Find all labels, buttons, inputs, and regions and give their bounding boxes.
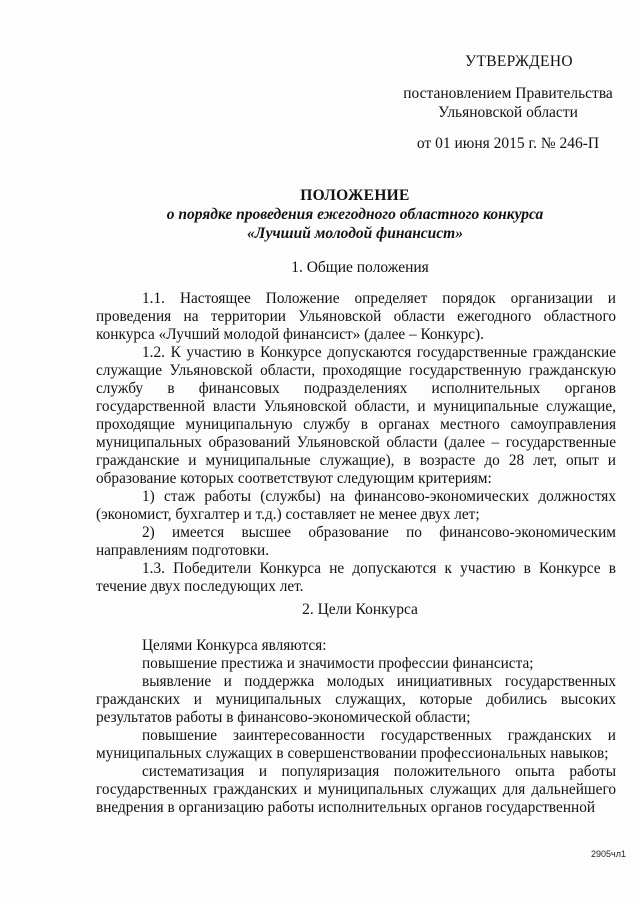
goal-2: выявление и поддержка молодых инициативных государственных гражданских и муниципальных служащих, которые добились высоких результатов работы в финансово-экономической области; [96,673,616,726]
criterion-2: 2) имеется высшее образование по финансово-экономическим направлениям подготовки. [96,524,616,559]
document-title [90,186,620,243]
section-2-body [96,637,616,817]
title-subtitle-1: о порядке проведения ежегодного областного конкурса [166,206,544,223]
title-main: ПОЛОЖЕНИЕ [300,187,410,204]
approval-line-1: постановлением Правительства [403,85,613,102]
approval-stamp: УТВЕРЖДЕНО [465,53,573,70]
goal-1: повышение престижа и значимости профессии финансиста; [142,655,534,672]
goal-4: систематизация и популяризация положительного опыта работы государственных гражданских и муниципальных служащих для дальнейшего внедрения в организацию работы исполнительных органов государственной [96,763,616,816]
paragraph-1-1: 1.1. Настоящее Положение определяет порядок организации и проведения на территории Ульяновской области ежегодного областного конкурса «Лучший молодой финансист» (далее – Конкурс). [96,290,616,343]
goal-3: повышение заинтересованности государственных гражданских и муниципальных служащих в совершенствовании профессиональных навыков; [96,727,616,762]
section-1-heading: 1. Общие положения [291,259,429,276]
paragraph-1-2: 1.2. К участию в Конкурсе допускаются государственные гражданские служащие Ульяновской области, проходящие государственную гражданскую службу в финансовых подразделениях исполнительных органов государственной власти Ульяновской области, и муниципальные служащие, проходящие муниципальную службу в органах местного самоуправления муниципальных образований Ульяновской области (далее – государственные гражданские и муниципальные служащие), в возрасте до 28 лет, опыт и образование которых соответствуют следующим критериям: [96,344,616,487]
document-code: 2905чл1 [591,849,626,859]
criterion-1: 1) стаж работы (службы) на финансово-экономических должностях (экономист, бухгалтер и т.д.) составляет не менее двух лет; [96,488,616,523]
paragraph-1-3: 1.3. Победители Конкурса не допускаются к участию в Конкурсе в течение двух последующих лет. [96,560,616,595]
approval-line-2: Ульяновской области [438,104,578,121]
title-subtitle-2: «Лучший молодой финансист» [246,225,463,242]
approval-date: от 01 июня 2015 г. № 246-П [416,135,600,152]
goals-intro: Целями Конкурса являются: [142,637,327,654]
approval-block [400,52,616,153]
section-1-body [96,290,616,596]
section-2-heading: 2. Цели Конкурса [302,601,418,618]
